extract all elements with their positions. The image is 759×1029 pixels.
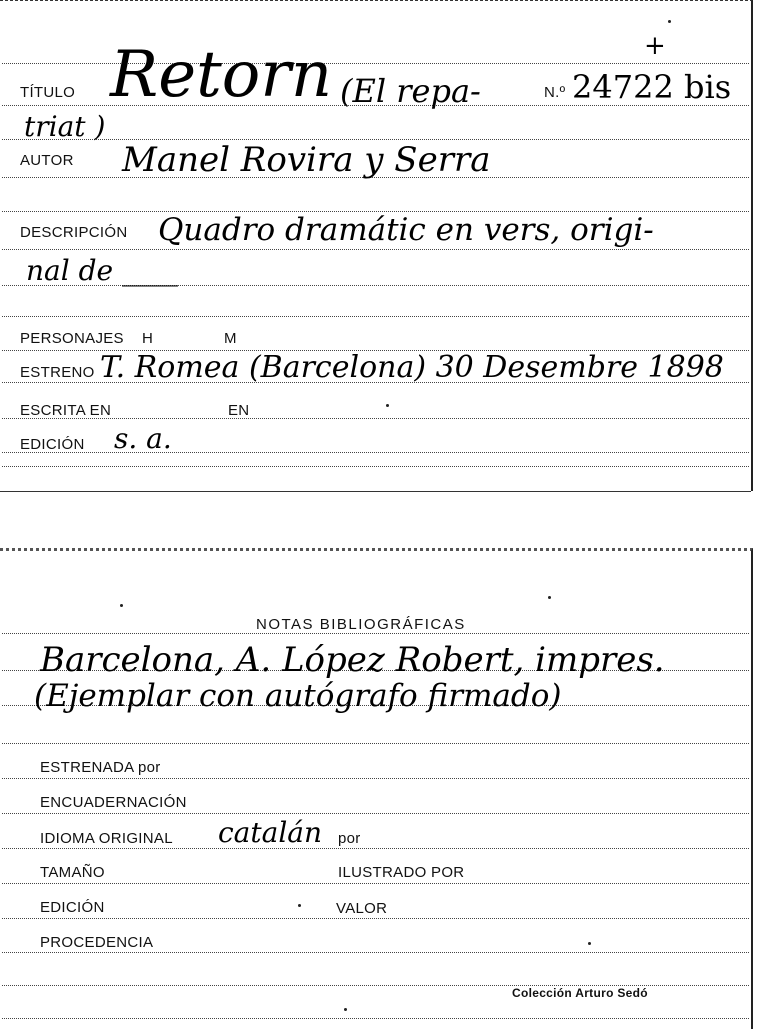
idioma-value: catalán [218, 816, 323, 849]
titulo-value-paren: (El repa- [340, 72, 481, 110]
edicion-value: s. a. [114, 422, 172, 455]
speck [120, 604, 123, 607]
autor-value: Manel Rovira y Serra [122, 140, 491, 180]
catalog-card-top [0, 0, 753, 491]
tamano-label: TAMAÑO [40, 864, 105, 881]
speck [668, 20, 671, 23]
titulo-value: Retorn [110, 38, 333, 112]
titulo-label: TÍTULO [20, 84, 76, 101]
titulo-value-cont: triat ) [24, 110, 106, 143]
speck [588, 942, 591, 945]
card-edge [0, 491, 751, 492]
autor-label: AUTOR [20, 152, 74, 169]
catalog-card-bottom [0, 548, 753, 1029]
numero-label: N.º [544, 84, 566, 101]
idioma-label: IDIOMA ORIGINAL [40, 830, 173, 847]
escrita-label: ESCRITA EN [20, 402, 112, 419]
escrita-en-label: EN [228, 402, 250, 419]
speck [344, 1008, 347, 1011]
encuadernacion-label: ENCUADERNACIÓN [40, 794, 187, 811]
plus-mark: + [644, 31, 666, 61]
estrenada-label: ESTRENADA por [40, 759, 161, 776]
estreno-label: ESTRENO [20, 364, 95, 381]
descripcion-value-1: Quadro dramátic en vers, origi- [158, 212, 654, 248]
numero-value: 24722 bis [572, 68, 732, 106]
idioma-por-label: por [338, 830, 361, 847]
personajes-m-label: M [224, 330, 237, 347]
ilustrado-label: ILUSTRADO POR [338, 864, 465, 881]
edicion-label: EDICIÓN [20, 436, 85, 453]
speck [298, 904, 301, 907]
notas-line-2: (Ejemplar con autógrafo firmado) [34, 678, 562, 714]
personajes-label: PERSONAJES [20, 330, 124, 347]
procedencia-label: PROCEDENCIA [40, 934, 154, 951]
notas-heading: NOTAS BIBLIOGRÁFICAS [256, 616, 466, 633]
estreno-value: T. Romea (Barcelona) 30 Desembre 1898 [100, 350, 724, 385]
valor-label: VALOR [336, 900, 388, 917]
descripcion-label: DESCRIPCIÓN [20, 224, 128, 241]
edicion-label-2: EDICIÓN [40, 899, 105, 916]
speck [386, 404, 389, 407]
notas-line-1: Barcelona, A. López Robert, impres. [40, 640, 665, 680]
personajes-h-label: H [142, 330, 154, 347]
coleccion-credit: Colección Arturo Sedó [512, 986, 648, 1000]
descripcion-value-2: nal de ____ [26, 254, 178, 287]
speck [548, 596, 551, 599]
